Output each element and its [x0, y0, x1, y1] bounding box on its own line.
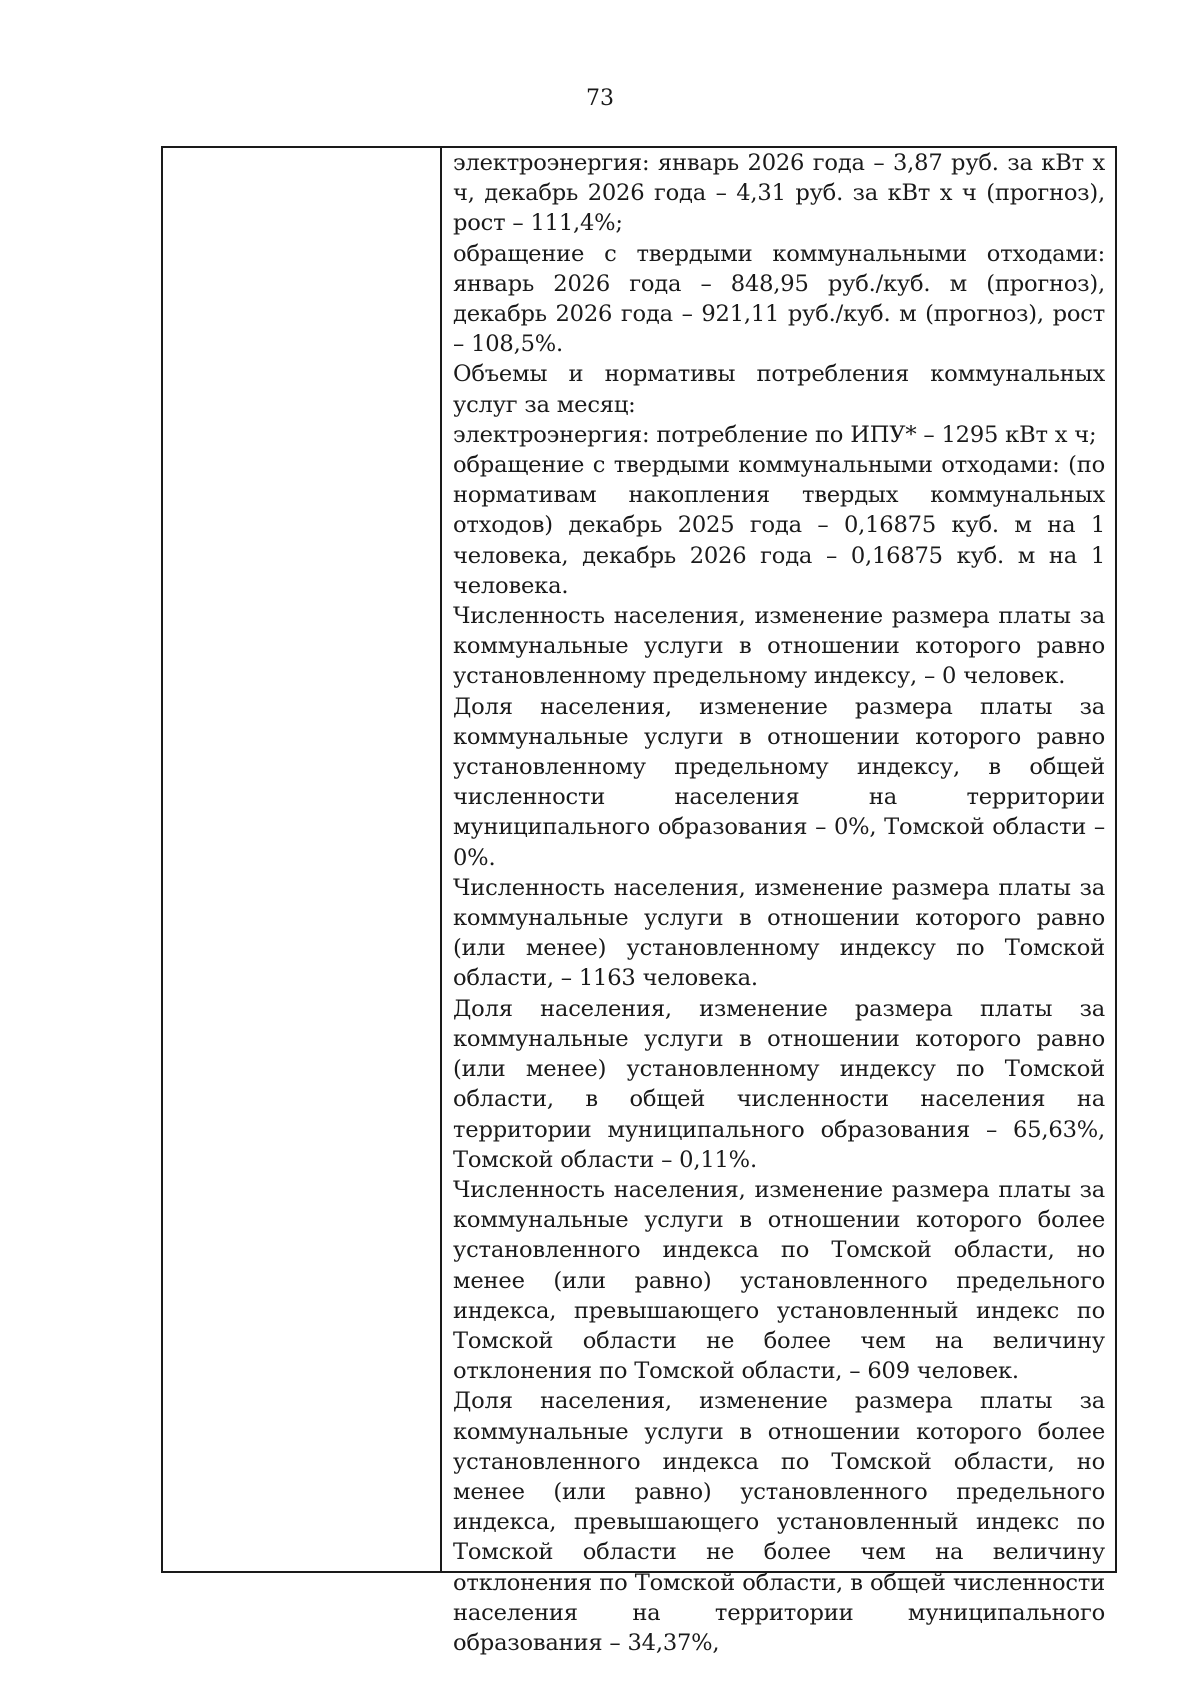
paragraph-consumption-heading: Объемы и нормативы потребления коммунальных услуг за месяц: — [453, 361, 1105, 418]
paragraph-population-limit-index: Численность населения, изменение размера платы за коммунальные услуги в отношении которого равно установленному предельному индексу, – 0 человек. — [453, 603, 1105, 690]
paragraph-electricity-consumption: электроэнергия: потребление по ИПУ* – 1295 кВт х ч; — [453, 421, 1097, 448]
document-table — [161, 146, 1117, 1656]
table-right-cell — [442, 148, 1115, 1656]
paragraph-population-regional-index: Численность населения, изменение размера платы за коммунальные услуги в отношении которого равно (или менее) установленному индексу по Томской области, – 1163 человека. — [453, 874, 1105, 992]
paragraph-population-above-index: Численность населения, изменение размера платы за коммунальные услуги в отношении которого более установленного индекса по Томской области, но менее (или равно) установленного предельного индекса, превышающего установленный индекс по Томской области не более чем на величину отклонения по Томской области, – 609 человек. — [453, 1176, 1105, 1385]
paragraph-electricity-tariff: электроэнергия: январь 2026 года – 3,87 руб. за кВт х ч, декабрь 2026 года – 4,31 руб. за кВт х ч (прогноз), рост – 111,4%; — [453, 150, 1105, 237]
paragraph-share-limit-index: Доля населения, изменение размера платы за коммунальные услуги в отношении которого равно установленному предельному индексу, в общей численности населения на территории муниципального образования – 0%, Томской области – 0%. — [453, 693, 1105, 871]
paragraph-share-above-index: Доля населения, изменение размера платы за коммунальные услуги в отношении которого более установленного индекса по Томской области, но менее (или равно) установленного предельного индекса, превышающего установленный индекс по Томской области не более чем на величину отклонения по Томской области, в общей численности населения на территории муниципального образования – 34,37%, — [453, 1388, 1105, 1656]
table-left-cell — [163, 148, 442, 1571]
paragraph-waste-norms: обращение с твердыми коммунальными отходами: (по нормативам накопления твердых коммунальных отходов) декабрь 2025 года – 0,16875 куб. м на 1 человека, декабрь 2026 года – 0,16875 куб. м на 1 человека. — [453, 452, 1105, 599]
paragraph-share-regional-index: Доля населения, изменение размера платы за коммунальные услуги в отношении которого равно (или менее) установленному индексу по Томской области, в общей численности населения на территории муниципального образования – 65,63%, Томской области – 0,11%. — [453, 995, 1105, 1173]
paragraph-waste-tariff: обращение с твердыми коммунальными отходами: январь 2026 года – 848,95 руб./куб. м (прогноз), декабрь 2026 года – 921,11 руб./куб. м (прогноз), рост – 108,5%. — [453, 240, 1105, 358]
page-number: 73 — [586, 86, 614, 111]
